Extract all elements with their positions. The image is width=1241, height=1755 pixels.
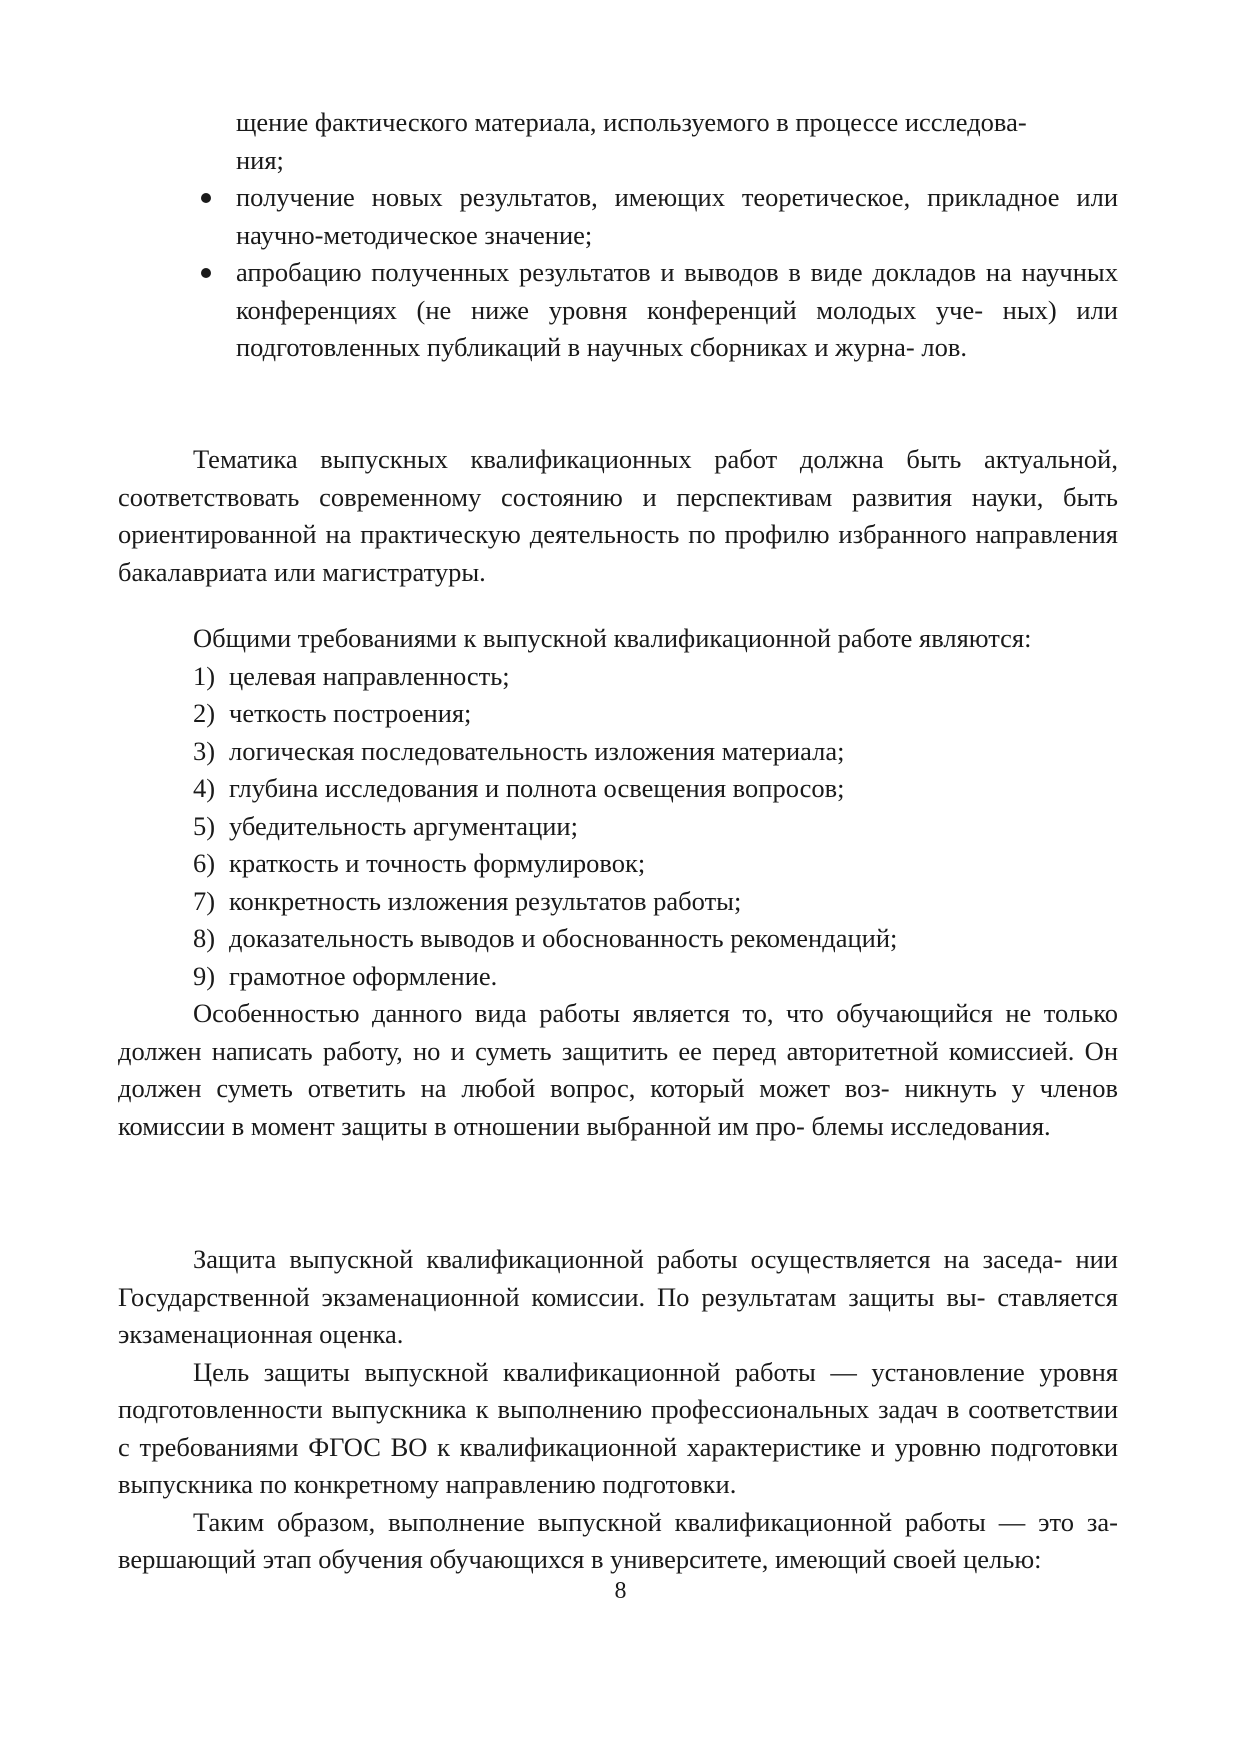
continuation-line: ния; [236, 144, 284, 175]
bullet-text: получение новых результатов, имеющих теоретическое, прикладное или научно-методическое значение; [236, 182, 1118, 250]
requirement-item [118, 770, 1118, 808]
requirement-text: убедительность аргументации; [229, 810, 578, 841]
requirement-text: четкость построения; [229, 698, 472, 728]
requirements-list [118, 658, 1118, 996]
bullet-list [118, 179, 1118, 367]
requirement-item [118, 883, 1118, 921]
requirement-item [118, 845, 1118, 883]
continuation-line: щение фактического материала, используемого в процессе исследова- [236, 107, 1027, 137]
paragraph-topics: Тематика выпускных квалификационных работ должна быть актуальной, соответствовать современному состоянию и перспективам развития науки, быть ориентированной на практическую деятельность по профилю избранного направления бакалавриата или магистратуры. [118, 444, 1118, 587]
requirement-number: 7) [193, 885, 216, 916]
requirement-item [118, 920, 1118, 958]
bullet-text: апробацию полученных результатов и выводов в виде докладов на научных конференциях (не ниже уровня конференций молодых уче- ных) или подготовленных публикаций в научных сборниках и журна- лов. [236, 257, 1118, 362]
requirement-number: 4) [193, 773, 216, 803]
requirement-number: 6) [193, 848, 216, 878]
requirement-text: глубина исследования и полнота освещения вопросов; [229, 773, 845, 803]
requirement-item [118, 808, 1118, 846]
page-number: 8 [614, 1578, 627, 1604]
requirement-number: 3) [193, 735, 216, 766]
requirement-text: краткость и точность формулировок; [229, 848, 646, 878]
requirements-section [118, 620, 1118, 1145]
requirement-item [118, 658, 1118, 696]
topics-section [118, 441, 1118, 591]
requirement-text: конкретность изложения результатов работы; [229, 885, 742, 916]
requirement-number: 5) [193, 810, 216, 841]
paragraph-feature: Особенностью данного вида работы является то, что обучающийся не только должен написать работу, но и суметь защитить ее перед авторитетной комиссией. Он должен суметь ответить на любой вопрос, который может воз- никнуть у членов комиссии в момент защиты в отношении выбранной им про- блемы исследования. [118, 998, 1118, 1141]
paragraph-summary: Таким образом, выполнение выпускной квалификационной работы — это за- вершающий этап обучения обучающихся в университете, имеющий своей целью: [118, 1506, 1118, 1574]
bullet-item [118, 254, 1118, 367]
requirement-number: 1) [193, 660, 216, 691]
bullet-icon [201, 193, 211, 203]
defense-section [118, 1241, 1118, 1579]
requirement-text: целевая направленность; [229, 660, 510, 691]
requirements-intro: Общими требованиями к выпускной квалификационной работе являются: [193, 623, 1032, 653]
requirement-text: грамотное оформление. [229, 960, 498, 991]
top-section [118, 104, 1118, 367]
requirement-number: 8) [193, 923, 216, 953]
requirement-text: доказательность выводов и обоснованность рекомендаций; [229, 923, 898, 953]
requirement-number: 9) [193, 960, 216, 991]
bullet-item [118, 179, 1118, 254]
bullet-icon [201, 268, 211, 278]
paragraph-defense: Защита выпускной квалификационной работы осуществляется на заседа- нии Государственной экзаменационной комиссии. По результатам защиты вы- ставляется экзаменационная оценка. [118, 1244, 1118, 1349]
paragraph-goal: Цель защиты выпускной квалификационной работы — установление уровня подготовленности выпускника к выполнению профессиональных задач в соответствии с требованиями ФГОС ВО к квалификационной характеристике и уровню подготовки выпускника по конкретному направлению подготовки. [118, 1356, 1118, 1499]
requirement-text: логическая последовательность изложения материала; [229, 735, 845, 766]
requirement-number: 2) [193, 698, 216, 728]
requirement-item [118, 733, 1118, 771]
requirement-item [118, 695, 1118, 733]
requirement-item [118, 958, 1118, 996]
